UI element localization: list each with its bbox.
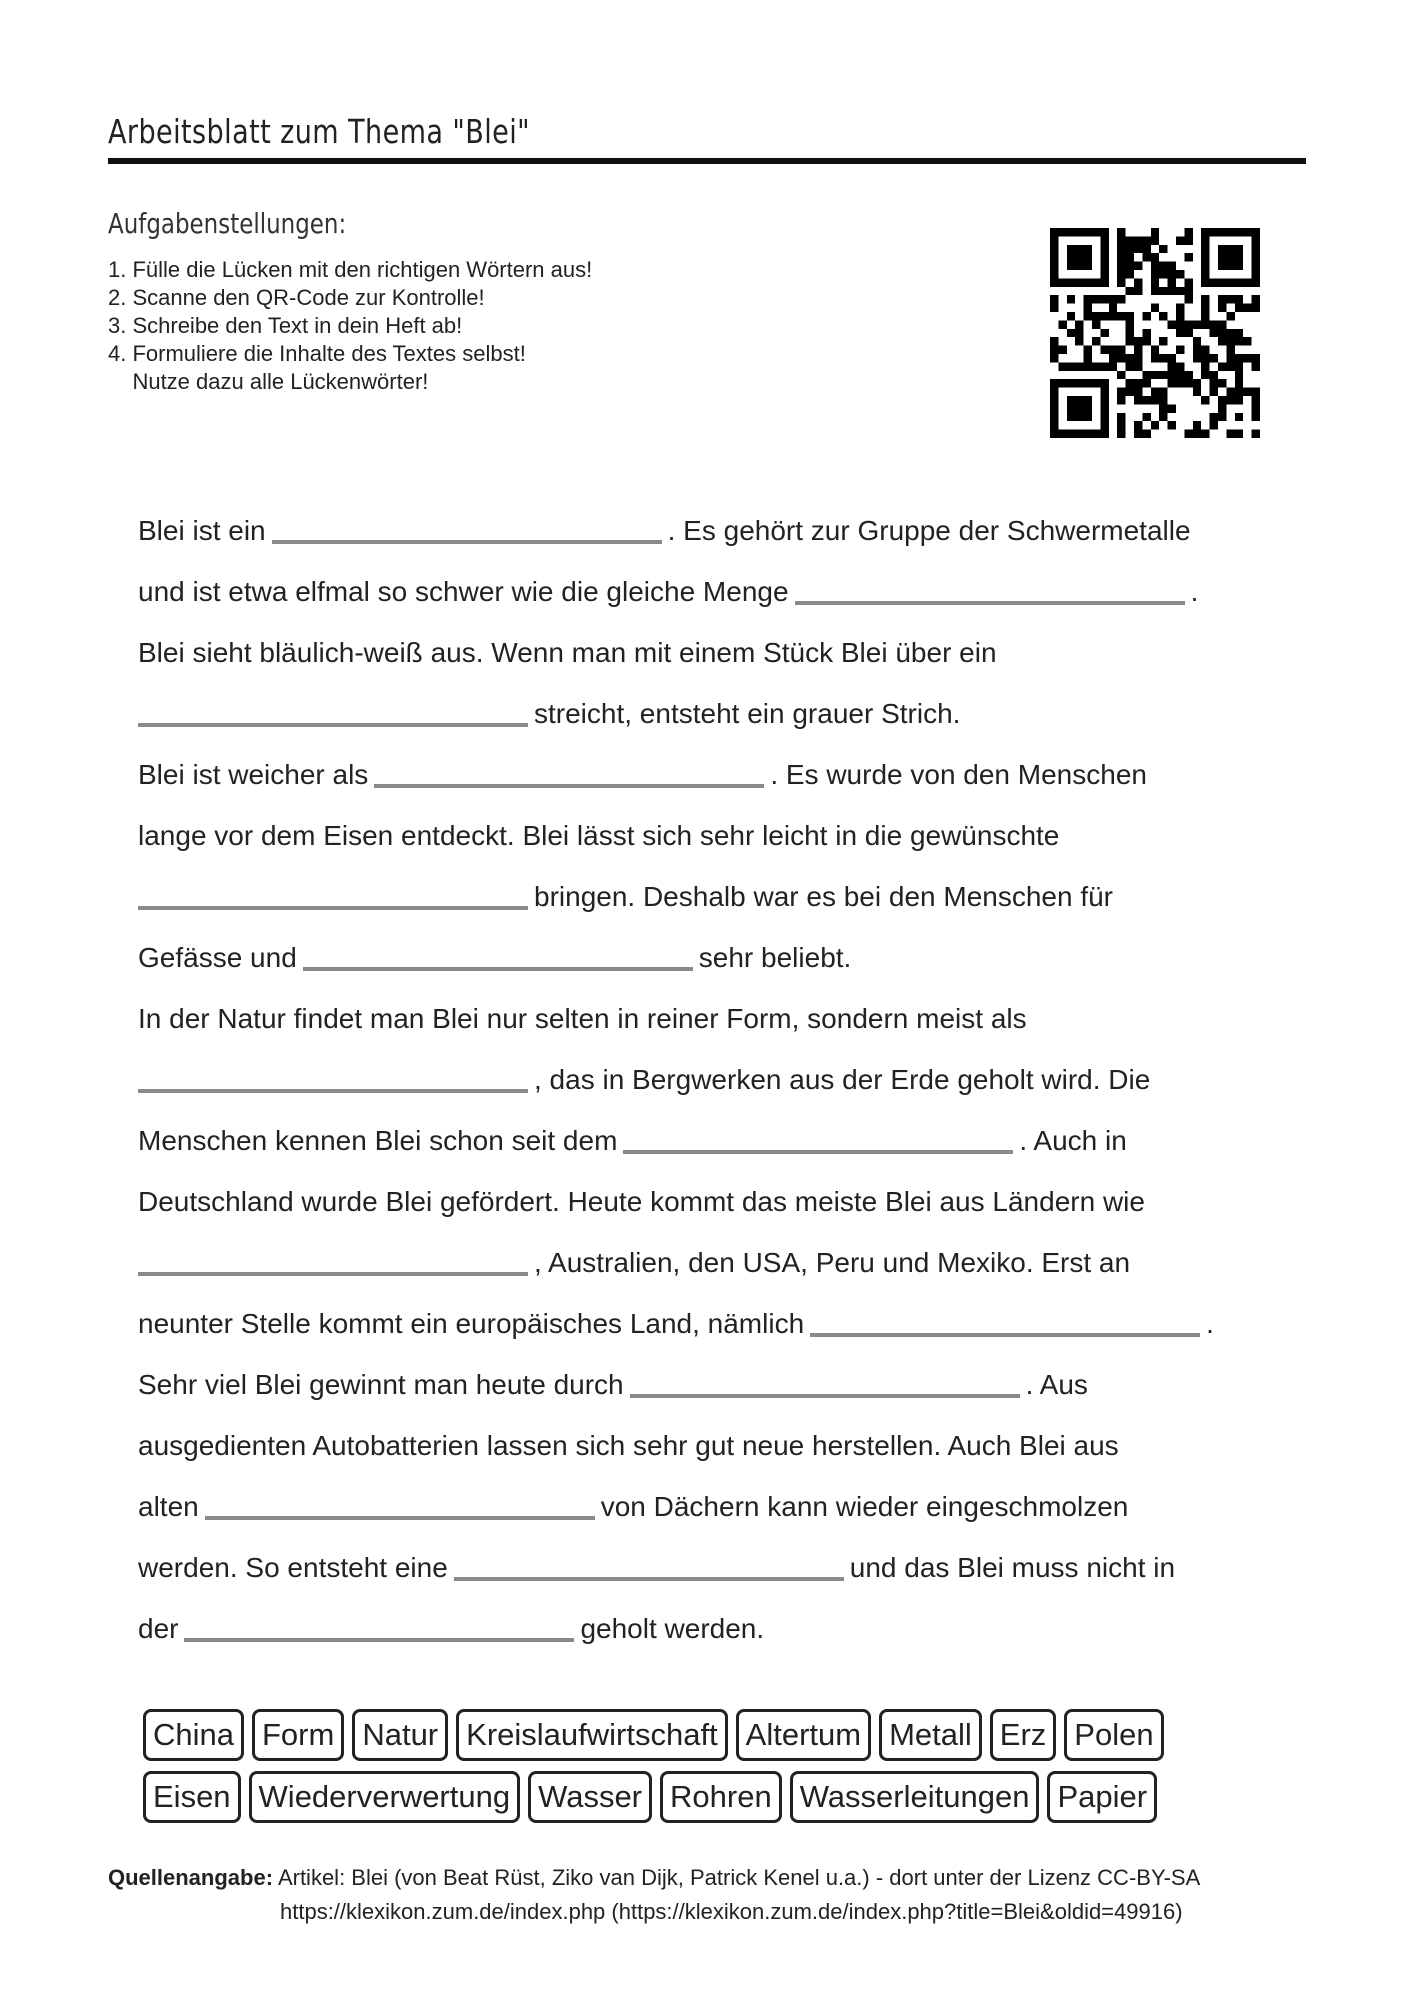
text-segment: lange vor dem Eisen entdeckt. Blei lässt sich sehr leicht in die gewünschte bbox=[138, 820, 1060, 851]
text-segment: Blei sieht bläulich-weiß aus. Wenn man mit einem Stück Blei über ein bbox=[138, 637, 997, 668]
text-line bbox=[138, 988, 1288, 1049]
blank-field[interactable] bbox=[795, 575, 1185, 605]
text-line bbox=[138, 500, 1288, 561]
text-segment: der bbox=[138, 1613, 179, 1644]
blank-field[interactable] bbox=[630, 1368, 1020, 1398]
text-line bbox=[138, 866, 1288, 927]
word-bank bbox=[143, 1709, 1303, 1833]
text-segment: . Auch in bbox=[1019, 1125, 1127, 1156]
blank-field[interactable] bbox=[374, 758, 764, 788]
blank-field[interactable] bbox=[138, 1063, 528, 1093]
source-line bbox=[108, 1861, 1200, 1895]
text-segment: und ist etwa elfmal so schwer wie die gleiche Menge bbox=[138, 576, 789, 607]
text-line bbox=[138, 805, 1288, 866]
source-label: Quellenangabe: bbox=[108, 1865, 274, 1890]
text-segment: Menschen kennen Blei schon seit dem bbox=[138, 1125, 618, 1156]
text-line bbox=[138, 1049, 1288, 1110]
word-tile[interactable]: Kreislaufwirtschaft bbox=[456, 1709, 728, 1761]
word-bank-row bbox=[143, 1709, 1303, 1761]
text-line bbox=[138, 622, 1288, 683]
blank-field[interactable] bbox=[272, 514, 662, 544]
text-segment: Blei ist weicher als bbox=[138, 759, 369, 790]
task-item: Nutze dazu alle Lückenwörter! bbox=[108, 369, 429, 394]
blank-field[interactable] bbox=[184, 1612, 574, 1642]
text-segment: neunter Stelle kommt ein europäisches Land, nämlich bbox=[138, 1308, 805, 1339]
task-item: 3. Schreibe den Text in dein Heft ab! bbox=[108, 313, 463, 338]
word-tile[interactable]: Eisen bbox=[143, 1771, 241, 1823]
word-tile[interactable]: Wasserleitungen bbox=[790, 1771, 1040, 1823]
text-line bbox=[138, 1171, 1288, 1232]
text-segment: . Es wurde von den Menschen bbox=[770, 759, 1147, 790]
text-segment: . Es gehört zur Gruppe der Schwermetalle bbox=[667, 515, 1191, 546]
text-line bbox=[138, 744, 1288, 805]
blank-field[interactable] bbox=[138, 880, 528, 910]
text-line bbox=[138, 927, 1288, 988]
blank-field[interactable] bbox=[623, 1124, 1013, 1154]
word-tile[interactable]: Wiederverwertung bbox=[249, 1771, 521, 1823]
text-line bbox=[138, 1537, 1288, 1598]
text-line bbox=[138, 1476, 1288, 1537]
text-segment: , das in Bergwerken aus der Erde geholt wird. Die bbox=[534, 1064, 1151, 1095]
task-item: 2. Scanne den QR-Code zur Kontrolle! bbox=[108, 285, 485, 310]
text-segment: Sehr viel Blei gewinnt man heute durch bbox=[138, 1369, 624, 1400]
source-note bbox=[108, 1861, 1200, 1929]
text-segment: Blei ist ein bbox=[138, 515, 266, 546]
text-line bbox=[138, 1110, 1288, 1171]
task-item: 4. Formuliere die Inhalte des Textes selbst! bbox=[108, 341, 526, 366]
word-tile[interactable]: China bbox=[143, 1709, 244, 1761]
word-tile[interactable]: Metall bbox=[879, 1709, 982, 1761]
task-item: 1. Fülle die Lücken mit den richtigen Wörtern aus! bbox=[108, 257, 593, 282]
text-segment: Deutschland wurde Blei gefördert. Heute kommt das meiste Blei aus Ländern wie bbox=[138, 1186, 1145, 1217]
text-segment: von Dächern kann wieder eingeschmolzen bbox=[600, 1491, 1129, 1522]
task-list bbox=[108, 256, 592, 396]
text-segment: . bbox=[1190, 576, 1199, 607]
text-line bbox=[138, 1293, 1288, 1354]
text-line bbox=[138, 683, 1288, 744]
word-tile[interactable]: Altertum bbox=[736, 1709, 871, 1761]
blank-field[interactable] bbox=[138, 1246, 528, 1276]
text-segment: und das Blei muss nicht in bbox=[849, 1552, 1176, 1583]
text-segment: ausgedienten Autobatterien lassen sich sehr gut neue herstellen. Auch Blei aus bbox=[138, 1430, 1119, 1461]
text-line bbox=[138, 1232, 1288, 1293]
source-text: Artikel: Blei (von Beat Rüst, Ziko van Dijk, Patrick Kenel u.a.) - dort unter der Lizenz CC-BY-SA bbox=[273, 1865, 1201, 1890]
blank-field[interactable] bbox=[205, 1490, 595, 1520]
word-tile[interactable]: Rohren bbox=[660, 1771, 782, 1823]
source-url: https://klexikon.zum.de/index.php (https://klexikon.zum.de/index.php?title=Blei&oldid=49916) bbox=[280, 1899, 1183, 1924]
tasks-heading: Aufgabenstellungen: bbox=[108, 207, 347, 240]
word-tile[interactable]: Form bbox=[252, 1709, 344, 1761]
text-segment: bringen. Deshalb war es bei den Menschen für bbox=[534, 881, 1114, 912]
title-divider bbox=[108, 158, 1306, 164]
text-segment: sehr beliebt. bbox=[698, 942, 852, 973]
word-tile[interactable]: Papier bbox=[1047, 1771, 1157, 1823]
text-segment: alten bbox=[138, 1491, 199, 1522]
text-line bbox=[138, 1354, 1288, 1415]
text-segment: Gefässe und bbox=[138, 942, 297, 973]
blank-field[interactable] bbox=[454, 1551, 844, 1581]
text-segment: . bbox=[1206, 1308, 1214, 1339]
word-tile[interactable]: Natur bbox=[352, 1709, 448, 1761]
text-line bbox=[138, 561, 1288, 622]
blank-field[interactable] bbox=[138, 697, 528, 727]
text-segment: geholt werden. bbox=[580, 1613, 765, 1644]
blank-field[interactable] bbox=[810, 1307, 1200, 1337]
text-segment: , Australien, den USA, Peru und Mexiko. Erst an bbox=[534, 1247, 1131, 1278]
blank-field[interactable] bbox=[303, 941, 693, 971]
qr-code-icon[interactable] bbox=[1050, 228, 1260, 438]
text-line bbox=[138, 1415, 1288, 1476]
text-segment: . Aus bbox=[1025, 1369, 1088, 1400]
text-segment: werden. So entsteht eine bbox=[138, 1552, 448, 1583]
word-tile[interactable]: Erz bbox=[990, 1709, 1057, 1761]
page-title: Arbeitsblatt zum Thema "Blei" bbox=[108, 112, 531, 151]
text-segment: In der Natur findet man Blei nur selten in reiner Form, sondern meist als bbox=[138, 1003, 1027, 1034]
word-tile[interactable]: Polen bbox=[1064, 1709, 1163, 1761]
text-segment: streicht, entsteht ein grauer Strich. bbox=[534, 698, 961, 729]
cloze-text bbox=[138, 500, 1288, 1659]
word-tile[interactable]: Wasser bbox=[528, 1771, 652, 1823]
text-line bbox=[138, 1598, 1288, 1659]
word-bank-row bbox=[143, 1771, 1303, 1823]
